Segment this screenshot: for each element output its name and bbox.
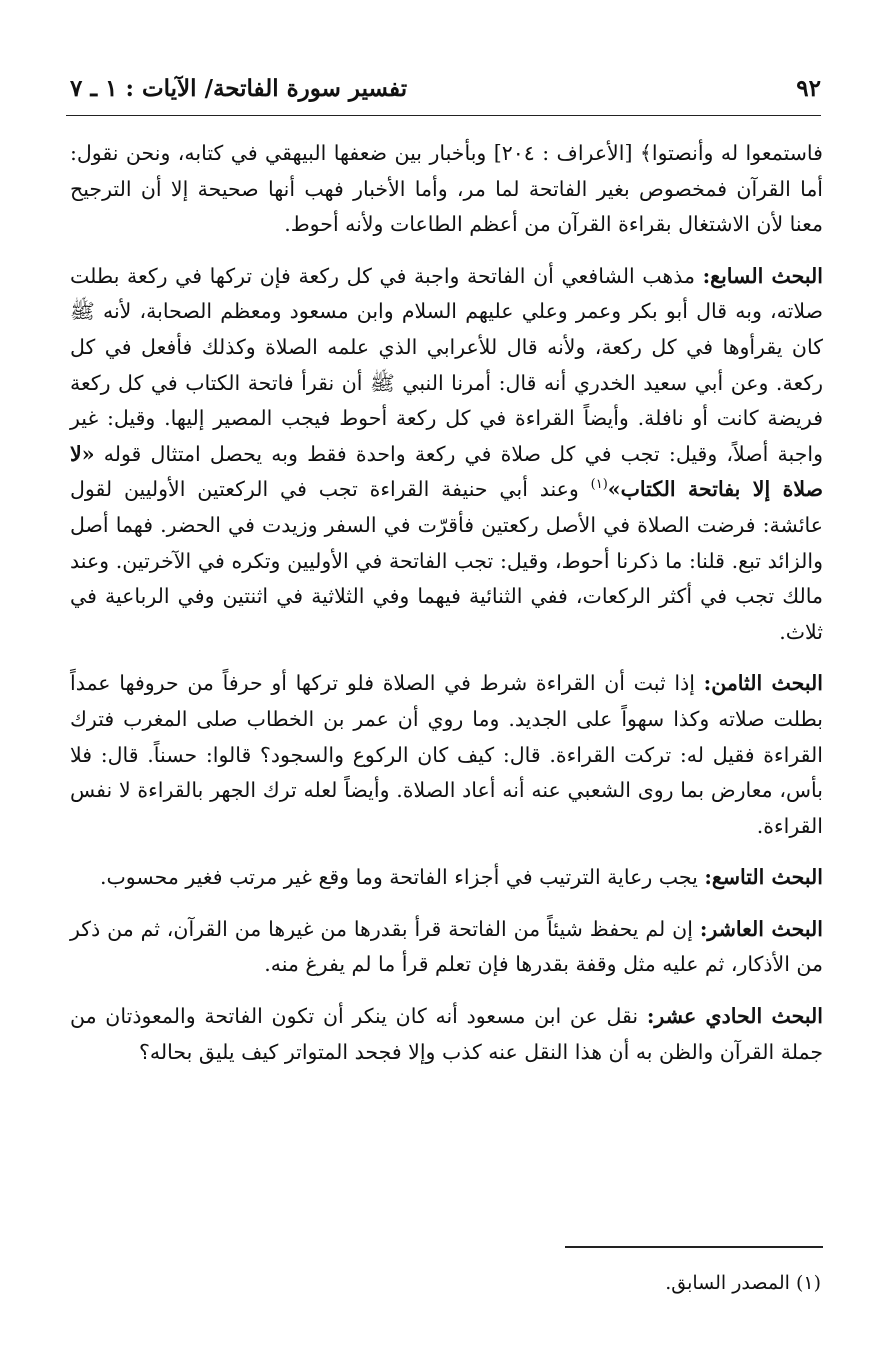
paragraph-10th-inquiry	[70, 912, 823, 983]
header-rule	[66, 115, 821, 116]
running-title: تفسير سورة الفاتحة/ الآيات : ١ ـ ٧	[70, 74, 408, 102]
paragraph-text: إن لم يحفظ شيئاً من الفاتحة قرأ بقدرها من غيرها من القرآن، ثم من ذكر من الأذكار، ثم عليه مثل وقفة بقدرها فإن تعلم قرأ ما لم يفرغ منه.	[70, 916, 823, 977]
footnote-rule	[565, 1246, 823, 1248]
page-number: ٩٢	[796, 74, 821, 102]
paragraph-9th-inquiry	[70, 860, 823, 896]
paragraph-text: نقل عن ابن مسعود أنه كان ينكر أن تكون الفاتحة والمعوذتان من جملة القرآن والظن به أن هذا النقل عنه كذب وإلا فجحد المتواتر كيف يليق بحاله؟	[70, 1004, 823, 1064]
page-body	[70, 136, 823, 1086]
paragraph-7th-inquiry	[70, 259, 823, 651]
section-heading: البحث التاسع:	[704, 865, 823, 890]
paragraph-text: مذهب الشافعي أن الفاتحة واجبة في كل ركعة فإن تركها في ركعة بطلت صلاته، وبه قال أبو بكر وعمر وعلي عليهم السلام وابن مسعود ومعظم الصحابة، لأنه ﷺ كان يقرأوها في كل ركعة، ولأنه قال للأعرابي الذي علمه الصلاة وكذلك فأفعل في كل ركعة. وعن أبي سعيد الخدري أنه قال: أمرنا النبي ﷺ أن نقرأ فاتحة الكتاب في كل ركعة فريضة كانت أو نافلة. وأيضاً القراءة في كل ركعة أحوط فيجب المصير إليها. وقيل: غير واجبة أصلاً، وقيل: تجب في كل صلاة في ركعة واحدة فقط وبه يحصل امتثال قوله	[70, 263, 823, 466]
paragraph-11th-inquiry	[70, 999, 823, 1070]
page-header	[70, 70, 821, 106]
paragraph-text: إذا ثبت أن القراءة شرط في الصلاة فلو تركها أو حرفاً من حروفها عمداً بطلت صلاته وكذا سهواً على الجديد. وما روي أن عمر بن الخطاب صلى المغرب فترك القراءة فقيل له: تركت القراءة. قال: كيف كان الركوع والسجود؟ قالوا: حسناً. قال: فلا بأس، معارض بما روى الشعبي عنه أنه أعاد الصلاة. وأيضاً لعله ترك الجهر بالقراءة لا نفس القراءة.	[70, 671, 823, 838]
section-heading: البحث العاشر:	[699, 916, 823, 941]
hadith-quote: «لا صلاة إلا بفاتحة الكتاب»	[70, 441, 823, 502]
section-heading: البحث الحادي عشر:	[646, 1004, 823, 1029]
paragraph-text: فاستمعوا له وأنصتوا﴾ [الأعراف : ٢٠٤] وبأخبار بين ضعفها البيهقي في كتابه، ونحن نقول: أما القرآن فمخصوص بغير الفاتحة لما مر، وأما الأخبار فهب أنها صحيحة إلا أن الترجيح معنا لأن الاشتغال بقراءة القرآن من أعظم الطاعات ولأنه أحوط.	[70, 141, 823, 237]
section-heading: البحث الثامن:	[703, 671, 823, 696]
paragraph-8th-inquiry	[70, 666, 823, 844]
footnote: (١) المصدر السابق.	[665, 1272, 821, 1294]
paragraph-1	[70, 136, 823, 243]
paragraph-text-continued: وعند أبي حنيفة القراءة تجب في الركعتين الأوليين لقول عائشة: فرضت الصلاة في الأصل ركعتين فأقرّت في السفر وزيدت في الحضر. فهما أصل والزائد تبع. قلنا: ما ذكرنا أحوط، وقيل: تجب الفاتحة في الأوليين وتكره في الآخرتين. وعند مالك تجب في أكثر الركعات، ففي الثنائية فيهما وفي الثلاثية في اثنتين وفي الرباعية في ثلاث.	[70, 477, 823, 644]
footnote-marker: (١)	[590, 477, 608, 493]
paragraph-text: يجب رعاية الترتيب في أجزاء الفاتحة وما وقع غير مرتب فغير محسوب.	[99, 865, 698, 890]
section-heading: البحث السابع:	[702, 263, 823, 288]
